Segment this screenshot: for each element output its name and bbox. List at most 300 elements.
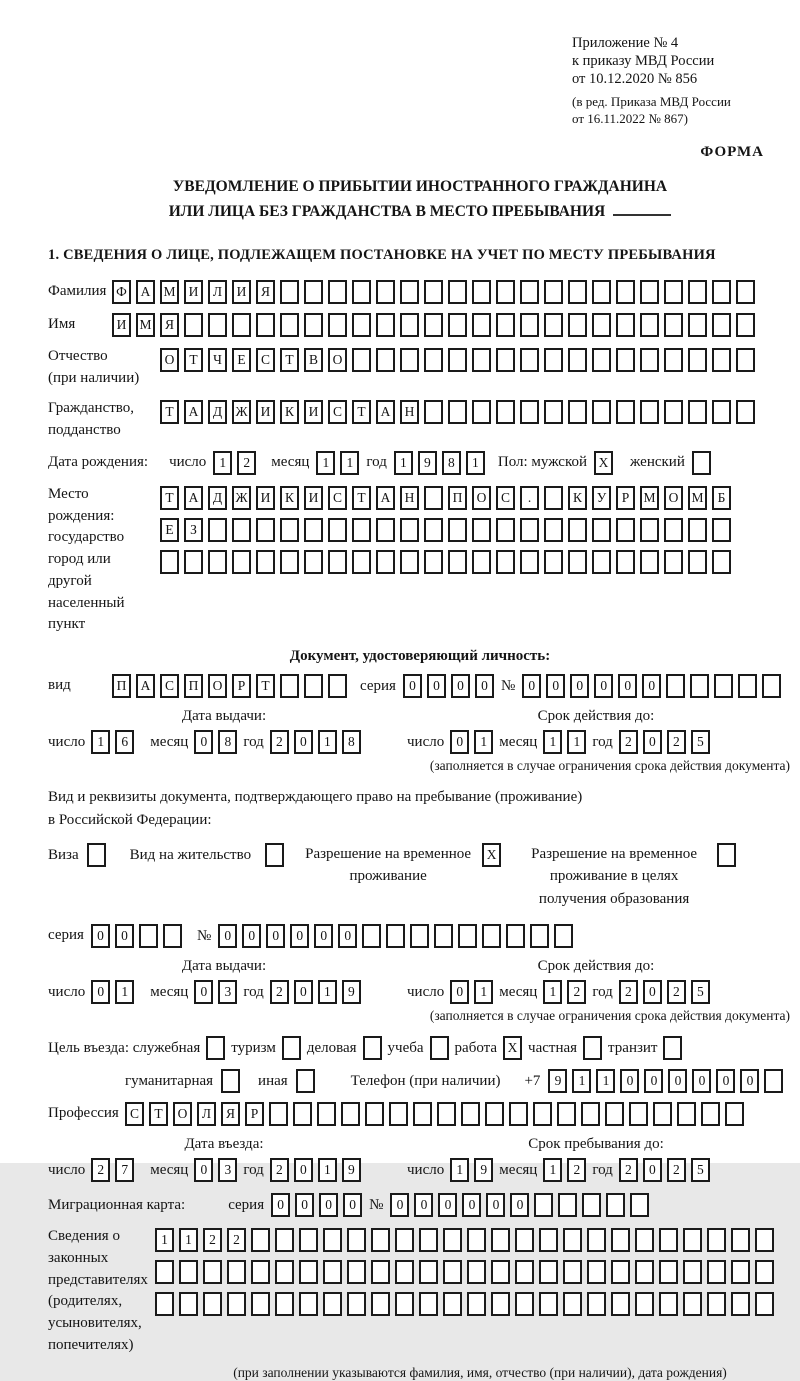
char-cell[interactable]: 9	[548, 1069, 567, 1093]
char-cell[interactable]	[688, 518, 707, 542]
char-cell[interactable]: 7	[115, 1158, 134, 1182]
char-cell[interactable]	[419, 1260, 438, 1284]
char-cell[interactable]	[424, 486, 443, 510]
char-cell[interactable]	[520, 313, 539, 337]
char-cell[interactable]	[605, 1102, 624, 1126]
char-cell[interactable]	[419, 1292, 438, 1316]
char-cell[interactable]	[635, 1228, 654, 1252]
char-cell[interactable]	[251, 1292, 270, 1316]
char-cell[interactable]: 0	[294, 1158, 313, 1182]
char-cell[interactable]	[424, 313, 443, 337]
char-cell[interactable]: О	[173, 1102, 192, 1126]
char-cell[interactable]: К	[568, 486, 587, 510]
char-cell[interactable]	[659, 1292, 678, 1316]
profession-cells[interactable]	[125, 1102, 744, 1126]
char-cell[interactable]: 0	[271, 1193, 290, 1217]
char-cell[interactable]	[304, 550, 323, 574]
char-cell[interactable]: .	[520, 486, 539, 510]
char-cell[interactable]	[389, 1102, 408, 1126]
char-cell[interactable]: 0	[414, 1193, 433, 1217]
char-cell[interactable]: 0	[450, 980, 469, 1004]
char-cell[interactable]	[616, 400, 635, 424]
char-cell[interactable]: 0	[450, 730, 469, 754]
char-cell[interactable]: А	[136, 674, 155, 698]
char-cell[interactable]	[251, 1260, 270, 1284]
birth-year-cells[interactable]	[394, 451, 485, 475]
char-cell[interactable]	[731, 1228, 750, 1252]
char-cell[interactable]	[352, 518, 371, 542]
char-cell[interactable]: 2	[667, 730, 686, 754]
char-cell[interactable]: С	[125, 1102, 144, 1126]
birth-day-cells[interactable]	[213, 451, 256, 475]
char-cell[interactable]	[400, 280, 419, 304]
char-cell[interactable]	[731, 1260, 750, 1284]
char-cell[interactable]	[707, 1260, 726, 1284]
purpose-other-checkbox[interactable]	[296, 1069, 315, 1093]
char-cell[interactable]: 1	[474, 980, 493, 1004]
char-cell[interactable]: Н	[400, 400, 419, 424]
char-cell[interactable]	[371, 1292, 390, 1316]
temp-permit-edu-checkbox[interactable]	[717, 843, 736, 867]
char-cell[interactable]	[520, 400, 539, 424]
char-cell[interactable]	[568, 518, 587, 542]
char-cell[interactable]: 1	[179, 1228, 198, 1252]
char-cell[interactable]	[712, 550, 731, 574]
char-cell[interactable]	[448, 550, 467, 574]
char-cell[interactable]: Л	[197, 1102, 216, 1126]
char-cell[interactable]: Т	[352, 400, 371, 424]
char-cell[interactable]	[736, 348, 755, 372]
char-cell[interactable]	[496, 400, 515, 424]
char-cell[interactable]: 0	[438, 1193, 457, 1217]
char-cell[interactable]	[712, 348, 731, 372]
char-cell[interactable]: 0	[218, 924, 237, 948]
char-cell[interactable]: 2	[270, 980, 289, 1004]
char-cell[interactable]	[544, 280, 563, 304]
char-cell[interactable]	[592, 550, 611, 574]
char-cell[interactable]: 1	[466, 451, 485, 475]
char-cell[interactable]	[437, 1102, 456, 1126]
char-cell[interactable]	[592, 348, 611, 372]
char-cell[interactable]	[472, 400, 491, 424]
char-cell[interactable]: 0	[338, 924, 357, 948]
char-cell[interactable]: 2	[619, 980, 638, 1004]
char-cell[interactable]	[496, 550, 515, 574]
char-cell[interactable]	[304, 674, 323, 698]
char-cell[interactable]	[554, 924, 573, 948]
char-cell[interactable]	[299, 1260, 318, 1284]
char-cell[interactable]: 5	[691, 730, 710, 754]
char-cell[interactable]	[448, 280, 467, 304]
char-cell[interactable]	[558, 1193, 577, 1217]
name-cells[interactable]	[112, 313, 755, 337]
char-cell[interactable]	[664, 348, 683, 372]
char-cell[interactable]: 0	[475, 674, 494, 698]
char-cell[interactable]	[712, 280, 731, 304]
char-cell[interactable]	[410, 924, 429, 948]
char-cell[interactable]	[666, 674, 685, 698]
char-cell[interactable]	[232, 550, 251, 574]
char-cell[interactable]: Р	[245, 1102, 264, 1126]
char-cell[interactable]: 0	[644, 1069, 663, 1093]
char-cell[interactable]: Е	[160, 518, 179, 542]
char-cell[interactable]	[653, 1102, 672, 1126]
char-cell[interactable]	[221, 1069, 240, 1093]
char-cell[interactable]: Т	[352, 486, 371, 510]
char-cell[interactable]: 9	[474, 1158, 493, 1182]
char-cell[interactable]	[256, 550, 275, 574]
char-cell[interactable]	[688, 400, 707, 424]
char-cell[interactable]	[544, 550, 563, 574]
stay-day-cells[interactable]	[450, 1158, 493, 1182]
char-cell[interactable]	[491, 1292, 510, 1316]
char-cell[interactable]	[683, 1292, 702, 1316]
char-cell[interactable]: 1	[318, 1158, 337, 1182]
char-cell[interactable]: 1	[340, 451, 359, 475]
citizenship-cells[interactable]	[160, 400, 755, 424]
char-cell[interactable]	[376, 280, 395, 304]
char-cell[interactable]	[762, 674, 781, 698]
char-cell[interactable]	[424, 280, 443, 304]
char-cell[interactable]	[341, 1102, 360, 1126]
char-cell[interactable]	[491, 1260, 510, 1284]
char-cell[interactable]: И	[256, 486, 275, 510]
char-cell[interactable]	[472, 313, 491, 337]
char-cell[interactable]: 1	[91, 730, 110, 754]
char-cell[interactable]	[544, 348, 563, 372]
char-cell[interactable]: 8	[442, 451, 461, 475]
char-cell[interactable]: 2	[667, 1158, 686, 1182]
char-cell[interactable]: Б	[712, 486, 731, 510]
sex-female-checkbox[interactable]	[692, 451, 711, 475]
char-cell[interactable]: 2	[619, 730, 638, 754]
guardians-row-2[interactable]	[155, 1260, 774, 1284]
visa-checkbox[interactable]	[87, 843, 106, 867]
char-cell[interactable]	[688, 348, 707, 372]
char-cell[interactable]: Ф	[112, 280, 131, 304]
char-cell[interactable]	[275, 1228, 294, 1252]
char-cell[interactable]	[587, 1260, 606, 1284]
birth-place-row-1[interactable]	[160, 486, 731, 510]
char-cell[interactable]	[587, 1228, 606, 1252]
char-cell[interactable]	[592, 280, 611, 304]
char-cell[interactable]: М	[160, 280, 179, 304]
char-cell[interactable]: Е	[232, 348, 251, 372]
char-cell[interactable]	[616, 348, 635, 372]
char-cell[interactable]	[701, 1102, 720, 1126]
char-cell[interactable]	[515, 1292, 534, 1316]
char-cell[interactable]	[323, 1260, 342, 1284]
char-cell[interactable]: 0	[194, 980, 213, 1004]
permit-valid-day-cells[interactable]	[450, 980, 493, 1004]
char-cell[interactable]	[563, 1292, 582, 1316]
char-cell[interactable]	[640, 518, 659, 542]
char-cell[interactable]	[563, 1260, 582, 1284]
char-cell[interactable]	[282, 1036, 301, 1060]
char-cell[interactable]: 2	[270, 730, 289, 754]
char-cell[interactable]	[583, 1036, 602, 1060]
char-cell[interactable]	[304, 280, 323, 304]
char-cell[interactable]	[592, 400, 611, 424]
char-cell[interactable]	[280, 550, 299, 574]
surname-cells[interactable]	[112, 280, 755, 304]
char-cell[interactable]: 0	[91, 980, 110, 1004]
char-cell[interactable]	[568, 400, 587, 424]
char-cell[interactable]	[544, 313, 563, 337]
char-cell[interactable]: К	[280, 400, 299, 424]
char-cell[interactable]	[520, 280, 539, 304]
char-cell[interactable]: 0	[643, 730, 662, 754]
char-cell[interactable]	[582, 1193, 601, 1217]
char-cell[interactable]: 1	[474, 730, 493, 754]
char-cell[interactable]: О	[328, 348, 347, 372]
doc-number-cells[interactable]	[522, 674, 781, 698]
char-cell[interactable]: 0	[314, 924, 333, 948]
char-cell[interactable]: 0	[451, 674, 470, 698]
char-cell[interactable]	[707, 1292, 726, 1316]
char-cell[interactable]	[568, 348, 587, 372]
char-cell[interactable]	[365, 1102, 384, 1126]
char-cell[interactable]: 1	[316, 451, 335, 475]
entry-day-cells[interactable]	[91, 1158, 134, 1182]
char-cell[interactable]	[386, 924, 405, 948]
char-cell[interactable]: 2	[667, 980, 686, 1004]
char-cell[interactable]: Д	[208, 486, 227, 510]
char-cell[interactable]: 0	[546, 674, 565, 698]
char-cell[interactable]	[184, 313, 203, 337]
char-cell[interactable]	[539, 1260, 558, 1284]
char-cell[interactable]	[163, 924, 182, 948]
char-cell[interactable]: 0	[343, 1193, 362, 1217]
char-cell[interactable]	[640, 280, 659, 304]
char-cell[interactable]	[736, 280, 755, 304]
char-cell[interactable]: 2	[91, 1158, 110, 1182]
char-cell[interactable]	[328, 550, 347, 574]
char-cell[interactable]	[304, 313, 323, 337]
char-cell[interactable]: 9	[342, 1158, 361, 1182]
char-cell[interactable]: Ж	[232, 400, 251, 424]
char-cell[interactable]	[328, 313, 347, 337]
char-cell[interactable]: 8	[342, 730, 361, 754]
char-cell[interactable]	[362, 924, 381, 948]
char-cell[interactable]	[677, 1102, 696, 1126]
char-cell[interactable]	[736, 400, 755, 424]
char-cell[interactable]: 2	[567, 980, 586, 1004]
char-cell[interactable]	[557, 1102, 576, 1126]
char-cell[interactable]: 1	[394, 451, 413, 475]
char-cell[interactable]	[712, 400, 731, 424]
doc-issue-year-cells[interactable]	[270, 730, 361, 754]
char-cell[interactable]	[587, 1292, 606, 1316]
char-cell[interactable]	[539, 1292, 558, 1316]
char-cell[interactable]	[581, 1102, 600, 1126]
char-cell[interactable]	[736, 313, 755, 337]
char-cell[interactable]	[640, 550, 659, 574]
char-cell[interactable]: М	[688, 486, 707, 510]
purpose-official-checkbox[interactable]	[206, 1036, 225, 1060]
char-cell[interactable]	[400, 518, 419, 542]
permit-valid-month-cells[interactable]	[543, 980, 586, 1004]
char-cell[interactable]	[280, 280, 299, 304]
char-cell[interactable]: 2	[203, 1228, 222, 1252]
purpose-work-checkbox[interactable]	[503, 1036, 522, 1060]
char-cell[interactable]: О	[208, 674, 227, 698]
char-cell[interactable]	[395, 1260, 414, 1284]
permit-issue-year-cells[interactable]	[270, 980, 361, 1004]
char-cell[interactable]	[363, 1036, 382, 1060]
char-cell[interactable]	[515, 1228, 534, 1252]
char-cell[interactable]	[616, 280, 635, 304]
char-cell[interactable]: О	[472, 486, 491, 510]
char-cell[interactable]: И	[184, 280, 203, 304]
char-cell[interactable]	[280, 518, 299, 542]
char-cell[interactable]: 1	[115, 980, 134, 1004]
char-cell[interactable]	[448, 400, 467, 424]
char-cell[interactable]	[424, 550, 443, 574]
char-cell[interactable]: 2	[270, 1158, 289, 1182]
doc-valid-day-cells[interactable]	[450, 730, 493, 754]
char-cell[interactable]: 9	[342, 980, 361, 1004]
char-cell[interactable]: Н	[400, 486, 419, 510]
purpose-tourism-checkbox[interactable]	[282, 1036, 301, 1060]
char-cell[interactable]	[467, 1292, 486, 1316]
char-cell[interactable]	[443, 1260, 462, 1284]
char-cell[interactable]: 5	[691, 980, 710, 1004]
char-cell[interactable]	[616, 518, 635, 542]
migration-series-cells[interactable]	[271, 1193, 362, 1217]
entry-month-cells[interactable]	[194, 1158, 237, 1182]
char-cell[interactable]	[376, 550, 395, 574]
char-cell[interactable]: П	[448, 486, 467, 510]
char-cell[interactable]: И	[232, 280, 251, 304]
char-cell[interactable]	[664, 550, 683, 574]
permit-series-cells[interactable]	[91, 924, 182, 948]
char-cell[interactable]	[448, 518, 467, 542]
char-cell[interactable]	[611, 1260, 630, 1284]
char-cell[interactable]	[640, 348, 659, 372]
char-cell[interactable]: 1	[543, 730, 562, 754]
char-cell[interactable]: 1	[450, 1158, 469, 1182]
char-cell[interactable]	[496, 518, 515, 542]
doc-issue-day-cells[interactable]	[91, 730, 134, 754]
purpose-transit-checkbox[interactable]	[663, 1036, 682, 1060]
char-cell[interactable]	[352, 348, 371, 372]
char-cell[interactable]: К	[280, 486, 299, 510]
char-cell[interactable]	[664, 400, 683, 424]
char-cell[interactable]	[472, 280, 491, 304]
char-cell[interactable]	[323, 1228, 342, 1252]
char-cell[interactable]	[208, 550, 227, 574]
char-cell[interactable]: Т	[160, 486, 179, 510]
char-cell[interactable]	[139, 924, 158, 948]
permit-issue-day-cells[interactable]	[91, 980, 134, 1004]
char-cell[interactable]	[731, 1292, 750, 1316]
char-cell[interactable]: X	[594, 451, 613, 475]
char-cell[interactable]	[496, 348, 515, 372]
char-cell[interactable]	[155, 1292, 174, 1316]
char-cell[interactable]: Р	[232, 674, 251, 698]
char-cell[interactable]	[87, 843, 106, 867]
char-cell[interactable]	[688, 550, 707, 574]
char-cell[interactable]: Л	[208, 280, 227, 304]
char-cell[interactable]	[712, 518, 731, 542]
char-cell[interactable]: 0	[462, 1193, 481, 1217]
purpose-humanitarian-checkbox[interactable]	[221, 1069, 240, 1093]
char-cell[interactable]: 0	[716, 1069, 735, 1093]
char-cell[interactable]	[256, 313, 275, 337]
char-cell[interactable]	[376, 348, 395, 372]
char-cell[interactable]	[443, 1292, 462, 1316]
char-cell[interactable]: А	[376, 486, 395, 510]
char-cell[interactable]: X	[503, 1036, 522, 1060]
char-cell[interactable]	[485, 1102, 504, 1126]
char-cell[interactable]	[482, 924, 501, 948]
char-cell[interactable]: 5	[691, 1158, 710, 1182]
char-cell[interactable]	[419, 1228, 438, 1252]
char-cell[interactable]	[690, 674, 709, 698]
char-cell[interactable]	[664, 313, 683, 337]
char-cell[interactable]: 2	[619, 1158, 638, 1182]
char-cell[interactable]: 0	[692, 1069, 711, 1093]
guardians-row-1[interactable]	[155, 1228, 774, 1252]
char-cell[interactable]: 0	[668, 1069, 687, 1093]
char-cell[interactable]	[472, 518, 491, 542]
char-cell[interactable]	[688, 280, 707, 304]
char-cell[interactable]: Т	[184, 348, 203, 372]
char-cell[interactable]	[520, 518, 539, 542]
char-cell[interactable]	[712, 313, 731, 337]
char-cell[interactable]	[400, 348, 419, 372]
char-cell[interactable]	[179, 1260, 198, 1284]
char-cell[interactable]: С	[328, 486, 347, 510]
char-cell[interactable]: 8	[218, 730, 237, 754]
char-cell[interactable]	[256, 518, 275, 542]
char-cell[interactable]	[347, 1292, 366, 1316]
char-cell[interactable]: А	[136, 280, 155, 304]
entry-year-cells[interactable]	[270, 1158, 361, 1182]
char-cell[interactable]	[755, 1228, 774, 1252]
char-cell[interactable]: 0	[242, 924, 261, 948]
char-cell[interactable]: С	[256, 348, 275, 372]
char-cell[interactable]	[400, 313, 419, 337]
char-cell[interactable]	[568, 550, 587, 574]
char-cell[interactable]	[461, 1102, 480, 1126]
char-cell[interactable]: В	[304, 348, 323, 372]
char-cell[interactable]	[376, 313, 395, 337]
char-cell[interactable]: 0	[290, 924, 309, 948]
char-cell[interactable]	[629, 1102, 648, 1126]
temp-permit-checkbox[interactable]	[482, 843, 501, 867]
char-cell[interactable]	[304, 518, 323, 542]
char-cell[interactable]	[347, 1228, 366, 1252]
char-cell[interactable]	[424, 518, 443, 542]
char-cell[interactable]	[472, 348, 491, 372]
doc-series-cells[interactable]	[403, 674, 494, 698]
char-cell[interactable]: 0	[266, 924, 285, 948]
char-cell[interactable]	[606, 1193, 625, 1217]
doc-kind-cells[interactable]	[112, 674, 347, 698]
char-cell[interactable]	[208, 313, 227, 337]
char-cell[interactable]	[413, 1102, 432, 1126]
char-cell[interactable]	[515, 1260, 534, 1284]
char-cell[interactable]: 3	[218, 1158, 237, 1182]
char-cell[interactable]	[544, 400, 563, 424]
char-cell[interactable]	[568, 280, 587, 304]
char-cell[interactable]	[530, 924, 549, 948]
char-cell[interactable]	[179, 1292, 198, 1316]
char-cell[interactable]	[692, 451, 711, 475]
char-cell[interactable]	[323, 1292, 342, 1316]
